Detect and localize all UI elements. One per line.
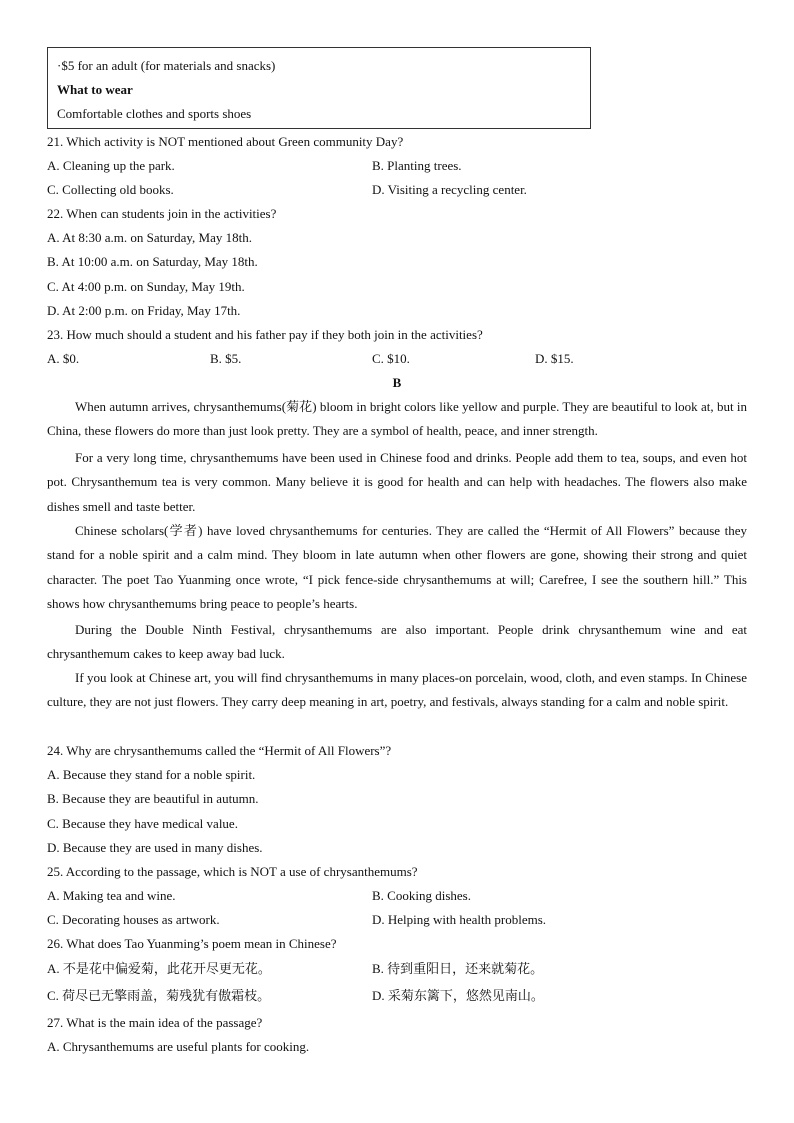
question-22-option-b: B. At 10:00 a.m. on Saturday, May 18th. <box>47 254 258 269</box>
info-box <box>47 47 591 129</box>
section-b-heading: B <box>392 375 402 390</box>
fee-line: ·$5 for an adult (for materials and snacks) <box>57 58 276 73</box>
question-25-option-b: B. Cooking dishes. <box>372 888 471 903</box>
question-21-option-d: D. Visiting a recycling center. <box>372 182 527 197</box>
option-text: 荷尽已无擎雨盖，菊残犹有傲霜枝。 <box>62 989 271 1004</box>
passage-paragraph-4: During the Double Ninth Festival, chrysanthemums are also important. People drink chrysanthemum wine and eat chrysanthemum cakes to keep away bad luck. <box>47 622 747 662</box>
question-24-option-c: C. Because they have medical value. <box>47 816 238 831</box>
question-26-option-d <box>372 987 544 1006</box>
option-letter: A. <box>47 961 60 976</box>
option-letter: C. <box>47 988 59 1003</box>
question-21-option-a: A. Cleaning up the park. <box>47 158 175 173</box>
question-23-option-c: C. $10. <box>372 351 410 366</box>
passage-paragraph-2: For a very long time, chrysanthemums have been used in Chinese food and drinks. People add them to tea, soups, and even hot pot. Chrysanthemum tea is very common. Many believe it is good for health and can help with headaches. The flowers also make dishes smell and taste better. <box>47 450 747 514</box>
question-24-option-b: B. Because they are beautiful in autumn. <box>47 791 259 806</box>
option-letter: B. <box>372 961 384 976</box>
question-25-stem: 25. According to the passage, which is NOT a use of chrysanthemums? <box>47 864 418 879</box>
wear-heading: What to wear <box>57 82 133 97</box>
question-21-stem: 21. Which activity is NOT mentioned about Green community Day? <box>47 134 404 149</box>
option-text: 待到重阳日，还来就菊花。 <box>387 962 544 977</box>
passage-paragraph-1: When autumn arrives, chrysanthemums(菊花) bloom in bright colors like yellow and purple. They are beautiful to look at, but in China, these flowers do more than just look pretty. They are a symbol of health, peace, and inner strength. <box>47 399 747 439</box>
question-21-option-c: C. Collecting old books. <box>47 182 174 197</box>
question-25-option-d: D. Helping with health problems. <box>372 912 547 927</box>
question-22-option-d: D. At 2:00 p.m. on Friday, May 17th. <box>47 303 241 318</box>
question-22-option-c: C. At 4:00 p.m. on Sunday, May 19th. <box>47 279 245 294</box>
question-22-option-a: A. At 8:30 a.m. on Saturday, May 18th. <box>47 230 252 245</box>
question-23-option-b: B. $5. <box>210 351 242 366</box>
question-25-option-c: C. Decorating houses as artwork. <box>47 912 220 927</box>
option-text: 采菊东篱下，悠然见南山。 <box>387 989 544 1004</box>
passage-paragraph-3: Chinese scholars(学者) have loved chrysanthemums for centuries. They are called the “Hermit of All Flowers” because they stand for a noble spirit and a calm mind. They bloom in late autumn when other flowers are gone, showing their strong and quiet character. The poet Tao Yuanming once wrote, “I pick fence-side chrysanthemums at will; Carefree, I see the southern hill.” This shows how chrysanthemums bring peace to people’s hearts. <box>47 523 747 611</box>
question-21-option-b: B. Planting trees. <box>372 158 462 173</box>
question-26-option-a <box>47 960 271 979</box>
question-24-stem: 24. Why are chrysanthemums called the “Hermit of All Flowers”? <box>47 743 392 758</box>
question-26-stem: 26. What does Tao Yuanming’s poem mean in Chinese? <box>47 936 337 951</box>
question-23-option-a: A. $0. <box>47 351 80 366</box>
option-letter: D. <box>372 988 385 1003</box>
question-26-option-b <box>372 960 543 979</box>
question-25-option-a: A. Making tea and wine. <box>47 888 176 903</box>
question-24-option-a: A. Because they stand for a noble spirit. <box>47 767 256 782</box>
question-22-stem: 22. When can students join in the activities? <box>47 206 277 221</box>
question-27-stem: 27. What is the main idea of the passage? <box>47 1015 263 1030</box>
option-text: 不是花中偏爱菊，此花开尽更无花。 <box>62 962 271 977</box>
question-23-option-d: D. $15. <box>535 351 574 366</box>
wear-text: Comfortable clothes and sports shoes <box>57 106 252 121</box>
question-24-option-d: D. Because they are used in many dishes. <box>47 840 263 855</box>
question-27-option-a: A. Chrysanthemums are useful plants for cooking. <box>47 1039 310 1054</box>
question-23-stem: 23. How much should a student and his father pay if they both join in the activities? <box>47 327 483 342</box>
question-26-option-c <box>47 987 270 1006</box>
passage-paragraph-5: If you look at Chinese art, you will find chrysanthemums in many places-on porcelain, wood, cloth, and even stamps. In Chinese culture, they are not just flowers. They carry deep meaning in art, poetry, and festivals, always standing for a calm and noble spirit. <box>47 670 747 710</box>
